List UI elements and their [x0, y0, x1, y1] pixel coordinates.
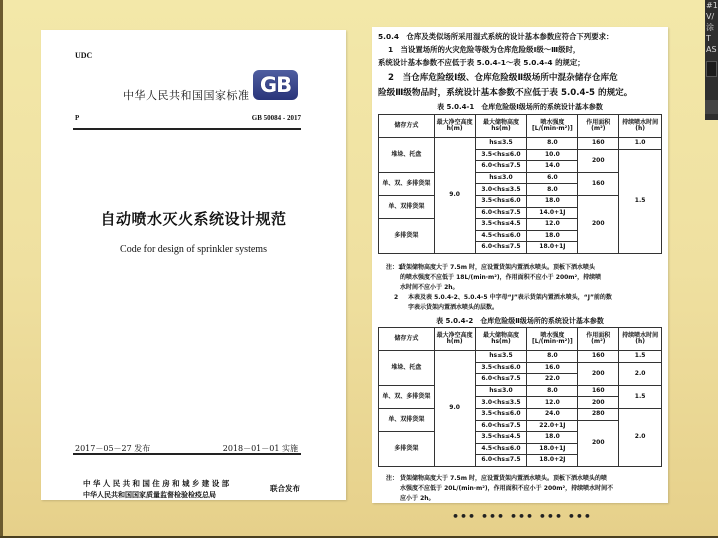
cell-duration: 1.5 — [619, 149, 662, 253]
cover-page — [41, 30, 346, 500]
table-1-note-1 — [386, 263, 601, 293]
table-2-note — [386, 474, 613, 504]
cell-intensity: 18.0+1J — [527, 242, 578, 254]
cell-clear-height: 9.0 — [434, 138, 475, 254]
side-panel-button[interactable] — [705, 100, 718, 114]
note-text: 货架储物高度大于 7.5m 时，应设置货架内置洒水喷头。顶板下洒水喷头 — [400, 264, 596, 271]
header-storage-height: 最大储物高度 hs(m) — [475, 328, 527, 351]
udc-label: UDC — [75, 51, 93, 60]
cell-hs: 6.0<hs≤7.5 — [475, 420, 527, 432]
cell-intensity: 22.0+1J — [527, 420, 578, 432]
clause-heading: 5.0.4 仓库及类似场所采用湿式系统的设计基本参数应符合下列要求： — [378, 32, 614, 41]
title-chinese: 自动喷水灭火系统设计规范 — [100, 210, 287, 228]
side-panel-text: #1 — [706, 1, 718, 10]
table-row — [379, 138, 662, 150]
side-panel[interactable] — [705, 0, 718, 120]
table-header-row — [379, 328, 662, 351]
table-2 — [378, 327, 662, 467]
cell-hs: 3.0<hs≤3.5 — [475, 397, 527, 409]
side-panel-text: T — [706, 34, 711, 43]
cell-duration: 1.5 — [619, 351, 662, 363]
cell-duration: 2.0 — [619, 408, 662, 466]
cell-hs: hs≤3.0 — [475, 385, 527, 397]
top-divider — [73, 128, 301, 130]
table-2-caption: 表 5.0.4-2 仓库危险级Ⅱ级场所的系统设计基本参数 — [436, 317, 604, 325]
cell-intensity: 8.0 — [527, 385, 578, 397]
cell-intensity: 8.0 — [527, 351, 578, 363]
cell-intensity: 18.0 — [527, 230, 578, 242]
cell-storage: 单、双、多排货架 — [379, 172, 435, 195]
cell-storage: 多排货架 — [379, 432, 435, 467]
note-text: 水时间不应小于 2h。 — [400, 284, 459, 291]
table-row — [379, 385, 662, 397]
note-index: 注：1 — [386, 264, 403, 271]
cell-intensity: 18.0 — [527, 432, 578, 444]
cell-intensity: 18.0 — [527, 195, 578, 207]
cell-duration: 1.5 — [619, 385, 662, 408]
item-1-line-1: 1 当设置场所的火灾危险等级为仓库危险级Ⅰ级～Ⅲ级时， — [388, 45, 581, 54]
note-text: 货架储物高度大于 7.5m 时，应设置货架内置洒水喷头。顶板下洒水喷头的喷 — [400, 475, 608, 482]
issuer-ministry: 中华人民共和国住房和城乡建设部 — [83, 479, 232, 488]
cell-area: 160 — [578, 172, 619, 195]
gb-logo-icon: GB — [253, 70, 298, 100]
side-panel-text: V/ — [706, 12, 715, 21]
header-clear-height: 最大净空高度 h(m) — [434, 328, 475, 351]
item-1-line-2: 系统设计基本参数不应低于表 5.0.4-1～表 5.0.4-4 的规定； — [378, 58, 585, 67]
issue-date: 2017－05－27 发布 — [75, 444, 151, 453]
cell-hs: 3.5<hs≤4.5 — [475, 219, 527, 231]
cell-area: 200 — [578, 195, 619, 253]
cell-hs: hs≤3.5 — [475, 351, 527, 363]
cell-intensity: 10.0 — [527, 149, 578, 161]
cell-intensity: 18.0+1J — [527, 443, 578, 455]
table-1 — [378, 114, 662, 254]
bottom-divider — [73, 453, 301, 455]
cell-storage: 堆垛、托盘 — [379, 138, 435, 173]
note-index: 注： — [386, 475, 399, 482]
table-header-row — [379, 115, 662, 138]
header-area: 作用面积 (m²) — [578, 328, 619, 351]
item-2-line-1: 2 当仓库危险级Ⅰ级、仓库危险级Ⅱ级场所中混杂储存仓库危 — [388, 73, 618, 83]
table-row — [379, 351, 662, 363]
joint-release-label: 联合发布 — [270, 484, 300, 493]
cell-storage: 单、双排货架 — [379, 195, 435, 218]
cell-intensity: 14.0 — [527, 161, 578, 173]
table-1-caption: 表 5.0.4-1 仓库危险级Ⅰ级场所的系统设计基本参数 — [437, 103, 603, 111]
national-standard-label: 中华人民共和国国家标准 — [123, 89, 250, 102]
cell-storage: 单、双排货架 — [379, 408, 435, 431]
header-storage-height: 最大储物高度 hs(m) — [475, 115, 527, 138]
cell-storage: 堆垛、托盘 — [379, 351, 435, 386]
cell-intensity: 24.0 — [527, 408, 578, 420]
standard-code: GB 50084 - 2017 — [251, 114, 301, 122]
item-2-line-2: 险级Ⅲ级物品时，系统设计基本参数不应低于表 5.0.4-5 的规定。 — [378, 88, 633, 98]
ellipsis-dots: ••• — [452, 510, 477, 523]
title-english: Code for design of sprinkler systems — [120, 244, 267, 255]
cell-storage: 多排货架 — [379, 219, 435, 254]
cell-hs: hs≤3.0 — [475, 172, 527, 184]
header-intensity: 喷水强度 [L/(min·m²)] — [527, 328, 578, 351]
cell-area: 200 — [578, 397, 619, 409]
left-frame-edge — [0, 0, 3, 538]
cell-area: 280 — [578, 408, 619, 420]
cell-area: 160 — [578, 351, 619, 363]
note-text: 本表及表 5.0.4-2、5.0.4-5 中字母“J”表示货架内置洒水喷头，“J”前的数 — [408, 294, 612, 301]
header-clear-height: 最大净空高度 h(m) — [434, 115, 475, 138]
header-storage: 储存方式 — [379, 115, 435, 138]
cell-storage: 单、双、多排货架 — [379, 385, 435, 408]
ellipsis-dots: ••• — [538, 510, 563, 523]
cell-hs: 3.5<hs≤6.0 — [475, 149, 527, 161]
note-text: 应小于 2h。 — [400, 495, 435, 502]
cell-hs: 3.5<hs≤6.0 — [475, 362, 527, 374]
implement-date: 2018－01－01 实施 — [222, 444, 298, 453]
cell-intensity: 12.0 — [527, 219, 578, 231]
cell-intensity: 18.0+2J — [527, 455, 578, 467]
cell-intensity: 6.0 — [527, 172, 578, 184]
cell-hs: 3.5<hs≤6.0 — [475, 408, 527, 420]
cell-hs: 4.5<hs≤6.0 — [475, 230, 527, 242]
ellipsis-dots: ••• — [567, 510, 592, 523]
more-content-ellipsis — [452, 510, 592, 523]
cell-area: 200 — [578, 420, 619, 466]
cell-area: 200 — [578, 149, 619, 172]
cell-hs: 4.5<hs≤6.0 — [475, 443, 527, 455]
cell-intensity: 14.0+1J — [527, 207, 578, 219]
table-row — [379, 408, 662, 420]
header-duration: 持续喷水时间(h) — [619, 328, 662, 351]
note-index: 2 — [394, 294, 399, 301]
side-panel-field[interactable] — [706, 61, 717, 77]
cell-hs: 3.5<hs≤6.0 — [475, 195, 527, 207]
note-text: 的喷水强度不应低于 18L/(min·m²)，作用面积不应小于 200m²，持续喷 — [400, 274, 602, 281]
cell-hs: 6.0<hs≤7.5 — [475, 207, 527, 219]
header-area: 作用面积 (m²) — [578, 115, 619, 138]
cell-hs: 6.0<hs≤7.5 — [475, 374, 527, 386]
ellipsis-dots: ••• — [480, 510, 506, 523]
header-storage: 储存方式 — [379, 328, 435, 351]
cell-intensity: 16.0 — [527, 362, 578, 374]
document-page — [372, 27, 668, 503]
note-text: 水强度不应低于 20L/(min·m²)，作用面积不应小于 200m²，持续喷水时间不 — [400, 485, 614, 492]
cell-hs: 6.0<hs≤7.5 — [475, 455, 527, 467]
cell-hs: 6.0<hs≤7.5 — [475, 242, 527, 254]
side-panel-text: 涂 — [706, 23, 714, 32]
cell-duration: 2.0 — [619, 362, 662, 385]
header-intensity: 喷水强度 [L/(min·m²)] — [527, 115, 578, 138]
side-panel-text: AS — [706, 45, 717, 54]
cell-intensity: 12.0 — [527, 397, 578, 409]
cell-area: 200 — [578, 362, 619, 385]
cell-hs: hs≤3.5 — [475, 138, 527, 150]
cell-intensity: 8.0 — [527, 184, 578, 196]
cell-area: 160 — [578, 385, 619, 397]
cell-area: 160 — [578, 138, 619, 150]
cell-clear-height: 9.0 — [434, 351, 475, 467]
cell-hs: 6.0<hs≤7.5 — [475, 161, 527, 173]
cell-duration: 1.0 — [619, 138, 662, 150]
note-text: 字表示货架内置洒水喷头的层数。 — [408, 304, 499, 311]
header-duration: 持续喷水时间(h) — [619, 115, 662, 138]
cell-hs: 3.5<hs≤4.5 — [475, 432, 527, 444]
cell-hs: 3.0<hs≤3.5 — [475, 184, 527, 196]
cell-intensity: 8.0 — [527, 138, 578, 150]
issuer-aqsiq: 中华人民共和国国家质量监督检验检疫总局 — [83, 490, 216, 499]
ellipsis-dots: ••• — [509, 510, 535, 523]
cell-intensity: 22.0 — [527, 374, 578, 386]
category-code: P — [75, 114, 80, 122]
table-1-note-2 — [394, 293, 612, 313]
